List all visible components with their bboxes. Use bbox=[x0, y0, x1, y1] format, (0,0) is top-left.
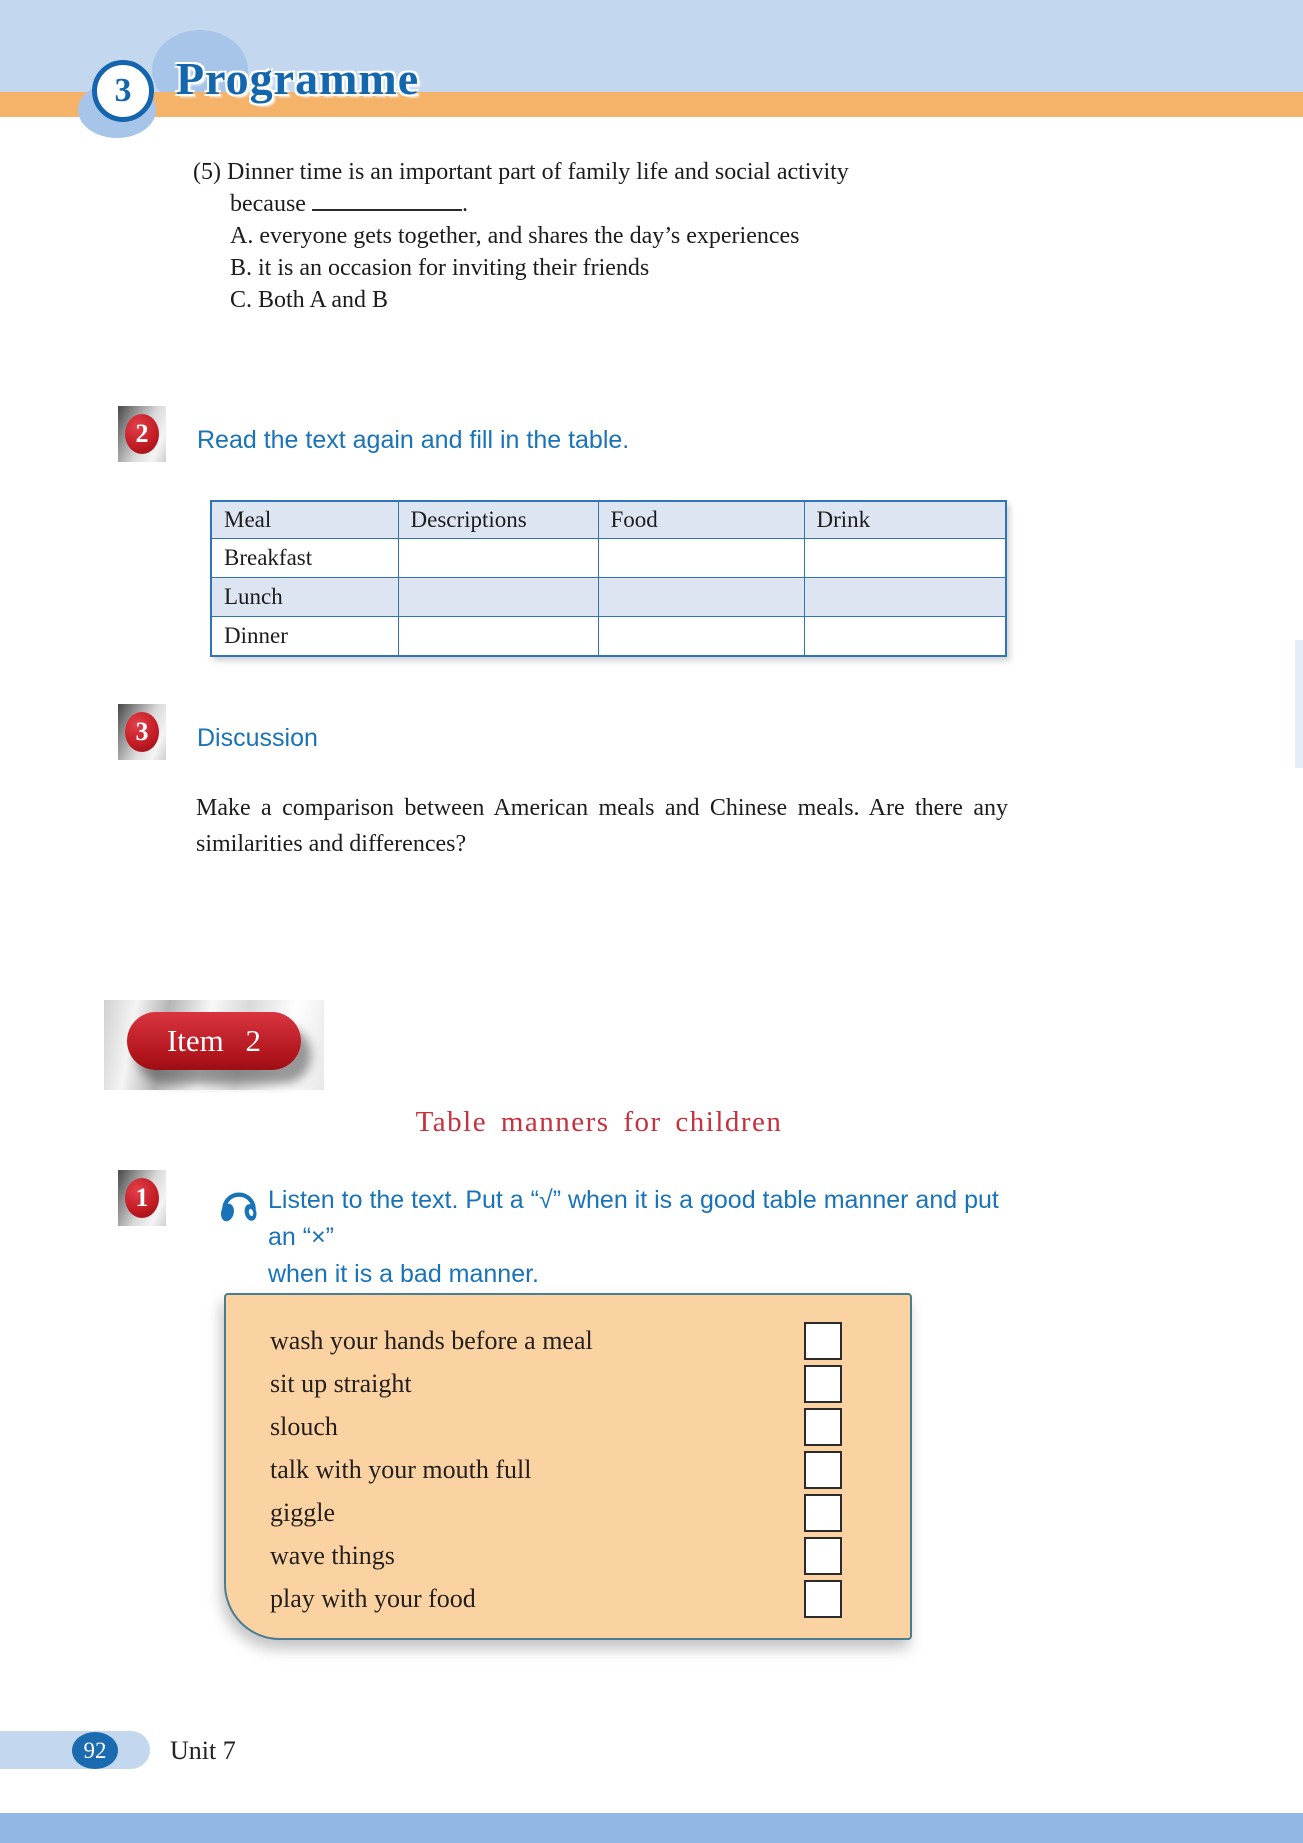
manner-item bbox=[226, 1491, 910, 1534]
table-cell-input[interactable] bbox=[598, 539, 804, 578]
section-2-number-badge bbox=[125, 414, 159, 454]
manner-checkbox[interactable] bbox=[804, 1365, 842, 1403]
manner-item bbox=[226, 1319, 910, 1362]
headphones-icon bbox=[218, 1182, 260, 1224]
table-header-drink: Drink bbox=[804, 501, 1006, 539]
table-cell-input[interactable] bbox=[804, 578, 1006, 617]
section-1-number: 1 bbox=[135, 1183, 149, 1212]
footer-blue-band bbox=[0, 1813, 1303, 1843]
page-edge-tab bbox=[1295, 640, 1303, 768]
listening-instruction-line1: Listen to the text. Put a “√” when it is a good table manner and put an “×” bbox=[268, 1186, 999, 1251]
discussion-paragraph: Make a comparison between American meals and Chinese meals. Are there any similarities and differences? bbox=[196, 795, 1008, 857]
section-1-number-badge bbox=[125, 1178, 159, 1218]
manner-item bbox=[226, 1362, 910, 1405]
option-c: C. Both A and B bbox=[230, 287, 389, 313]
section-2-number: 2 bbox=[135, 419, 149, 448]
manner-label: play with your food bbox=[270, 1583, 476, 1613]
option-b: B. it is an occasion for inviting their friends bbox=[230, 255, 650, 281]
manner-label: wave things bbox=[270, 1540, 395, 1570]
table-cell-input[interactable] bbox=[398, 578, 598, 617]
option-a: A. everyone gets together, and shares the day’s experiences bbox=[230, 223, 800, 249]
table-cell-input[interactable] bbox=[398, 617, 598, 657]
table-header-descriptions: Descriptions bbox=[398, 501, 598, 539]
manner-checkbox[interactable] bbox=[804, 1408, 842, 1446]
unit-number-badge bbox=[92, 60, 154, 122]
row-label-breakfast: Breakfast bbox=[211, 539, 398, 578]
manner-item bbox=[226, 1577, 910, 1620]
unit-label: Unit 7 bbox=[170, 1736, 236, 1765]
unit-number: 3 bbox=[114, 72, 132, 109]
manner-checkbox[interactable] bbox=[804, 1322, 842, 1360]
section-2-marker bbox=[118, 406, 166, 462]
period: . bbox=[461, 191, 468, 217]
page-title: Programme bbox=[176, 53, 420, 104]
manner-checkbox[interactable] bbox=[804, 1580, 842, 1618]
manner-label: talk with your mouth full bbox=[270, 1454, 532, 1484]
row-label-lunch: Lunch bbox=[211, 578, 398, 617]
activity-title: Table manners for children bbox=[415, 1106, 783, 1138]
section-3-number: 3 bbox=[135, 717, 149, 746]
manner-checkbox[interactable] bbox=[804, 1537, 842, 1575]
section-3-label: Discussion bbox=[197, 724, 318, 752]
table-cell-input[interactable] bbox=[598, 617, 804, 657]
section-2-label: Read the text again and fill in the table. bbox=[197, 426, 630, 454]
question-line: (5) Dinner time is an important part of family life and social activity bbox=[193, 159, 849, 185]
question-5 bbox=[193, 156, 1023, 316]
manner-label: wash your hands before a meal bbox=[270, 1325, 593, 1355]
manner-item bbox=[226, 1405, 910, 1448]
meals-table bbox=[210, 500, 1007, 657]
table-header-meal: Meal bbox=[211, 501, 398, 539]
section-3-marker bbox=[118, 704, 166, 760]
manner-label: giggle bbox=[270, 1497, 335, 1527]
manner-checkbox[interactable] bbox=[804, 1494, 842, 1532]
manner-label: sit up straight bbox=[270, 1368, 412, 1398]
page-number-badge bbox=[72, 1732, 118, 1769]
answer-blank[interactable] bbox=[312, 189, 462, 211]
page-number: 92 bbox=[83, 1737, 107, 1763]
section-3-number-badge bbox=[125, 712, 159, 752]
manners-box bbox=[224, 1293, 912, 1640]
listening-instruction-line2: when it is a bad manner. bbox=[268, 1260, 539, 1288]
question-blank-line bbox=[230, 188, 1023, 220]
manner-item bbox=[226, 1534, 910, 1577]
table-header-food: Food bbox=[598, 501, 804, 539]
manner-item bbox=[226, 1448, 910, 1491]
row-label-dinner: Dinner bbox=[211, 617, 398, 657]
section-1-marker bbox=[118, 1170, 166, 1226]
manner-label: slouch bbox=[270, 1411, 338, 1441]
table-cell-input[interactable] bbox=[804, 539, 1006, 578]
listening-instruction bbox=[268, 1182, 1028, 1293]
manner-checkbox[interactable] bbox=[804, 1451, 842, 1489]
table-cell-input[interactable] bbox=[804, 617, 1006, 657]
item-2-badge bbox=[127, 1012, 301, 1070]
table-cell-input[interactable] bbox=[398, 539, 598, 578]
because-word: because bbox=[230, 191, 306, 217]
table-cell-input[interactable] bbox=[598, 578, 804, 617]
item-2-badge-label: Item 2 bbox=[166, 1023, 262, 1058]
